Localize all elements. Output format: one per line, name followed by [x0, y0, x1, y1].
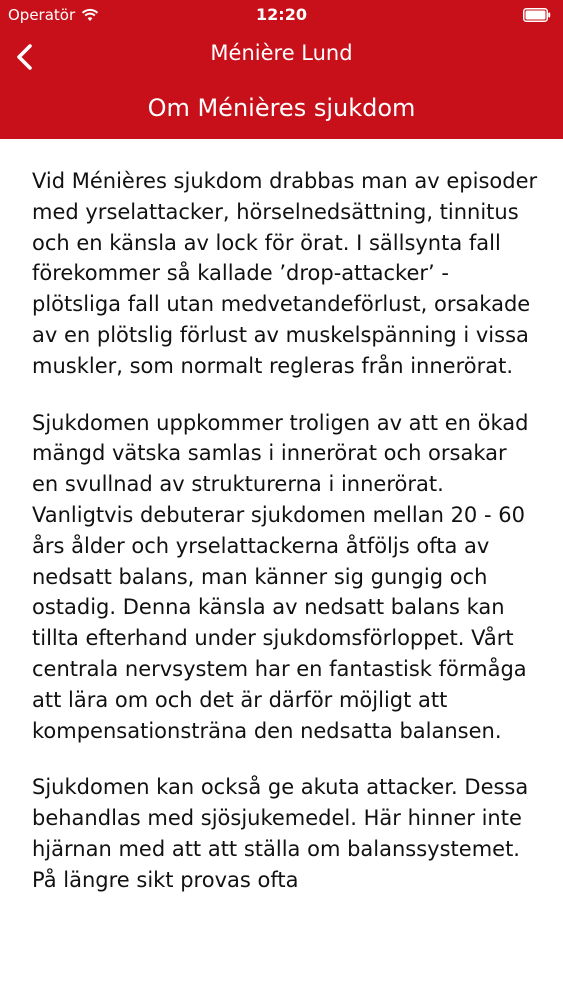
article-paragraph-3: Sjukdomen kan också ge akuta attacker. Dessa behandlas med sjösjukemedel. Här hinner inte hjärnan med att att ställa om balanssystemet. På längre sikt provas ofta	[32, 775, 529, 892]
carrier-label: Operatör	[8, 6, 76, 24]
page-title: Om Ménières sjukdom	[147, 94, 416, 122]
article-paragraph-1: Vid Ménières sjukdom drabbas man av episoder med yrselattacker, hörselnedsättning, tinnitus och en känsla av lock för örat. I sällsynta fall förekommer så kallade ’drop-attacker’ - plötsliga fall utan medvetandeförlust, orsakade av en plötslig förlust av muskelspänning i vissa muskler, som normalt regleras från innerörat.	[32, 169, 538, 378]
status-bar	[0, 0, 563, 30]
clock-time: 12:20	[256, 5, 307, 24]
article-paragraph-2: Sjukdomen uppkommer troligen av att en ökad mängd vätska samlas i innerörat och orsakar en svullnad av strukturerna i innerörat. Vanligtvis debuterar sjukdomen mellan 20 - 60 års ålder och yrselattackerna åtföljs ofta av nedsatt balans, man känner sig gungig och ostadig. Denna känsla av nedsatt balans kan tillta efterhand under sjukdomsförloppet. Vårt centrala nervsystem har en fantastisk förmåga att lära om och det är därför möjligt att kompensationsträna den nedsatta balansen.	[32, 410, 529, 743]
nav-title: Ménière Lund	[210, 41, 353, 65]
article-body	[32, 166, 538, 922]
navigation-header	[0, 0, 563, 139]
battery-icon	[523, 8, 551, 22]
